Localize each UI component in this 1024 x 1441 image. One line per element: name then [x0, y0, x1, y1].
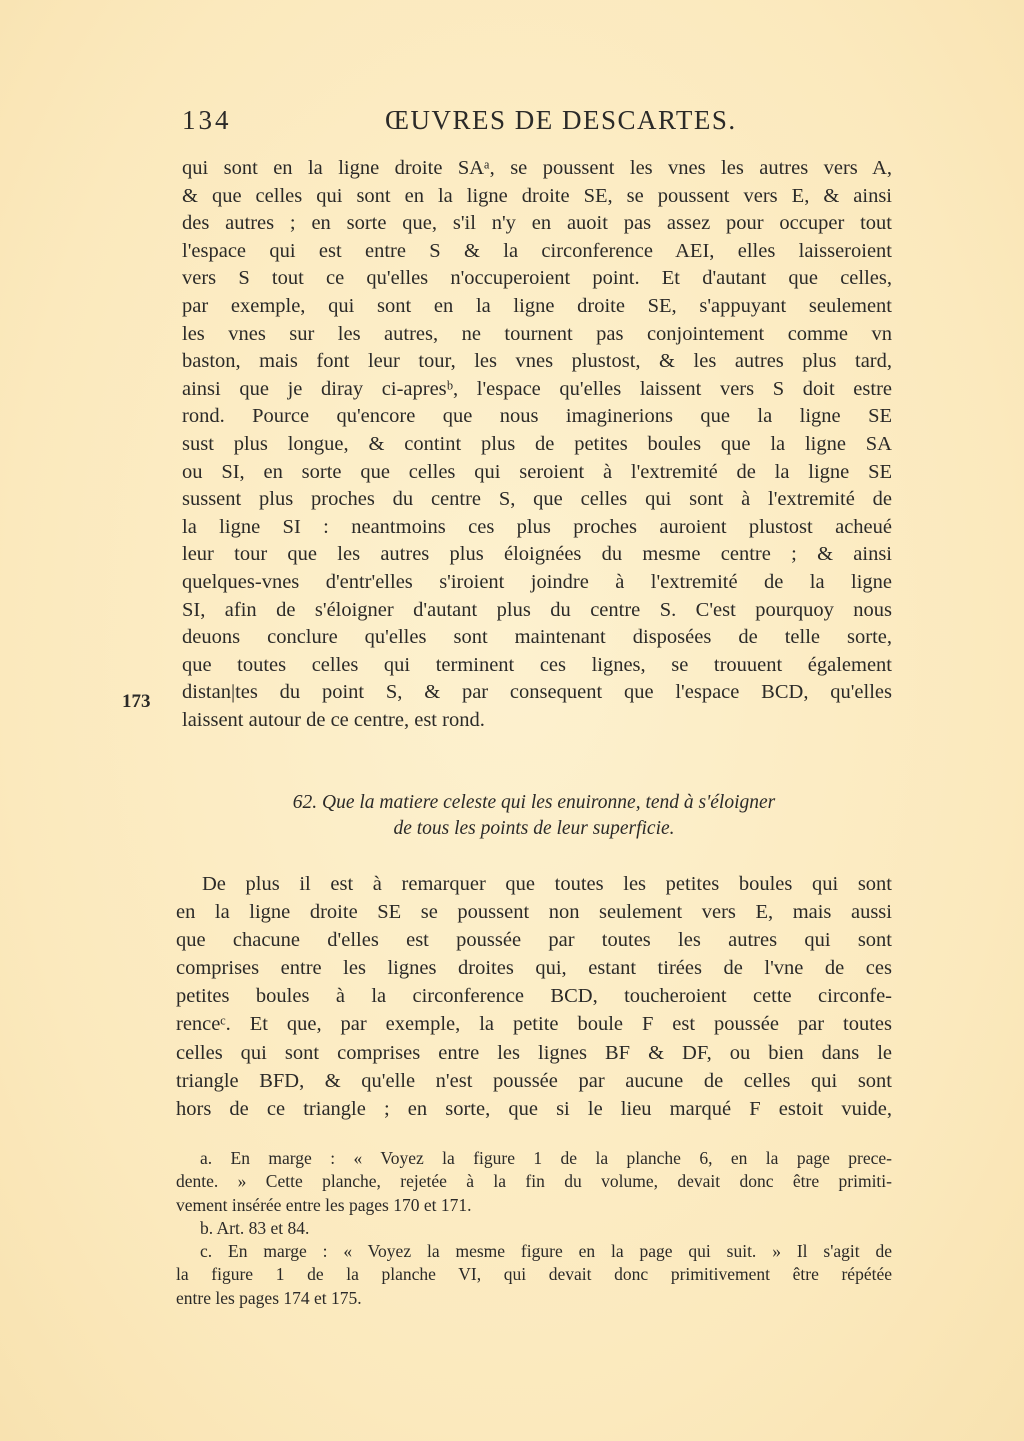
- section-heading-line: 62. Que la matiere celeste qui les enuironne, tend à s'éloigner: [292, 792, 776, 813]
- text-line: laissent autour de ce centre, est rond.: [182, 708, 485, 731]
- text-line: sust plus longue, & contint plus de petites boules que la ligne SA: [182, 432, 892, 455]
- text-line: quelques-vnes d'entr'elles s'iroient joindre à l'extremité de la ligne: [182, 570, 892, 593]
- footnote-line: la figure 1 de la planche VI, qui devait donc primitivement être répétée: [176, 1264, 892, 1285]
- text-line: renceᶜ. Et que, par exemple, la petite boule F est poussée par toutes: [176, 1013, 892, 1036]
- footnote-line: entre les pages 174 et 175.: [176, 1287, 362, 1308]
- main-paragraph: [182, 155, 892, 734]
- text-line: petites boules à la circonference BCD, toucheroient cette circonfe-: [176, 985, 892, 1008]
- running-title: ŒUVRES DE DESCARTES.: [385, 105, 737, 135]
- text-line: la ligne SI : neantmoins ces plus proches auroient plustost acheué: [182, 515, 892, 538]
- text-line: celles qui sont comprises entre les lignes BF & DF, ou bien dans le: [176, 1041, 892, 1064]
- text-line: De plus il est à remarquer que toutes les petites boules qui sont: [202, 873, 892, 895]
- text-line: rond. Pource qu'encore que nous imaginerions que la ligne SE: [182, 405, 892, 428]
- section-heading: [176, 790, 892, 842]
- text-line: par exemple, qui sont en la ligne droite SE, s'appuyant seulement: [182, 294, 892, 317]
- text-line: les vnes sur les autres, ne tournent pas conjointement comme vn: [182, 322, 892, 345]
- text-line: qui sont en la ligne droite SAᵃ, se poussent les vnes les autres vers A,: [182, 157, 892, 179]
- text-line: hors de ce triangle ; en sorte, que si le lieu marqué F estoit vuide,: [176, 1097, 892, 1120]
- text-line: des autres ; en sorte que, s'il n'y en auoit pas assez pour occuper tout: [182, 212, 892, 235]
- section-paragraph: [176, 870, 892, 1123]
- text-line: ou SI, en sorte que celles qui seroient à l'extremité de la ligne SE: [182, 460, 892, 483]
- text-line: que chacune d'elles est poussée par toutes les autres qui sont: [176, 929, 892, 952]
- footnote-line: c. En marge : « Voyez la mesme figure en la page qui suit. » Il s'agit de: [200, 1241, 892, 1262]
- text-line: l'espace qui est entre S & la circonference AEI, elles laisseroient: [182, 239, 892, 262]
- footnotes: [176, 1147, 892, 1310]
- text-line: triangle BFD, & qu'elle n'est poussée par aucune de celles qui sont: [176, 1069, 892, 1092]
- text-line: sussent plus proches du centre S, que celles qui sont à l'extremité de: [182, 488, 892, 511]
- text-line: SI, afin de s'éloigner d'autant plus du centre S. C'est pourquoy nous: [182, 598, 892, 621]
- text-line: deuons conclure qu'elles sont maintenant disposées de telle sorte,: [182, 626, 892, 649]
- footnote-line: dente. » Cette planche, rejetée à la fin du volume, devait donc être primiti-: [176, 1171, 892, 1192]
- text-line: comprises entre les lignes droites qui, estant tirées de l'vne de ces: [176, 957, 892, 980]
- section-heading-line: de tous les points de leur superficie.: [393, 818, 675, 839]
- text-line: que toutes celles qui terminent ces lignes, se trouuent également: [182, 653, 892, 676]
- running-header: [182, 105, 737, 139]
- text-line: distan|tes du point S, & par consequent que l'espace BCD, qu'elles: [182, 681, 892, 704]
- page-number: 134: [182, 105, 232, 135]
- text-line: vers S tout ce qu'elles n'occuperoient point. Et d'autant que celles,: [182, 267, 892, 290]
- text-line: ainsi que je diray ci-apresᵇ, l'espace qu'elles laissent vers S doit estre: [182, 377, 892, 400]
- text-line: leur tour que les autres plus éloignées du mesme centre ; & ainsi: [182, 543, 892, 566]
- footnote-line: vement insérée entre les pages 170 et 171.: [176, 1194, 472, 1215]
- text-line: baston, mais font leur tour, les vnes plustost, & les autres plus tard,: [182, 350, 892, 373]
- footnote-line: b. Art. 83 et 84.: [200, 1217, 310, 1238]
- margin-page-reference: 173: [122, 691, 151, 712]
- footnote-line: a. En marge : « Voyez la figure 1 de la planche 6, en la page prece-: [200, 1148, 892, 1168]
- text-line: en la ligne droite SE se poussent non seulement vers E, mais aussi: [176, 901, 892, 924]
- text-line: & que celles qui sont en la ligne droite SE, se poussent vers E, & ainsi: [182, 184, 892, 207]
